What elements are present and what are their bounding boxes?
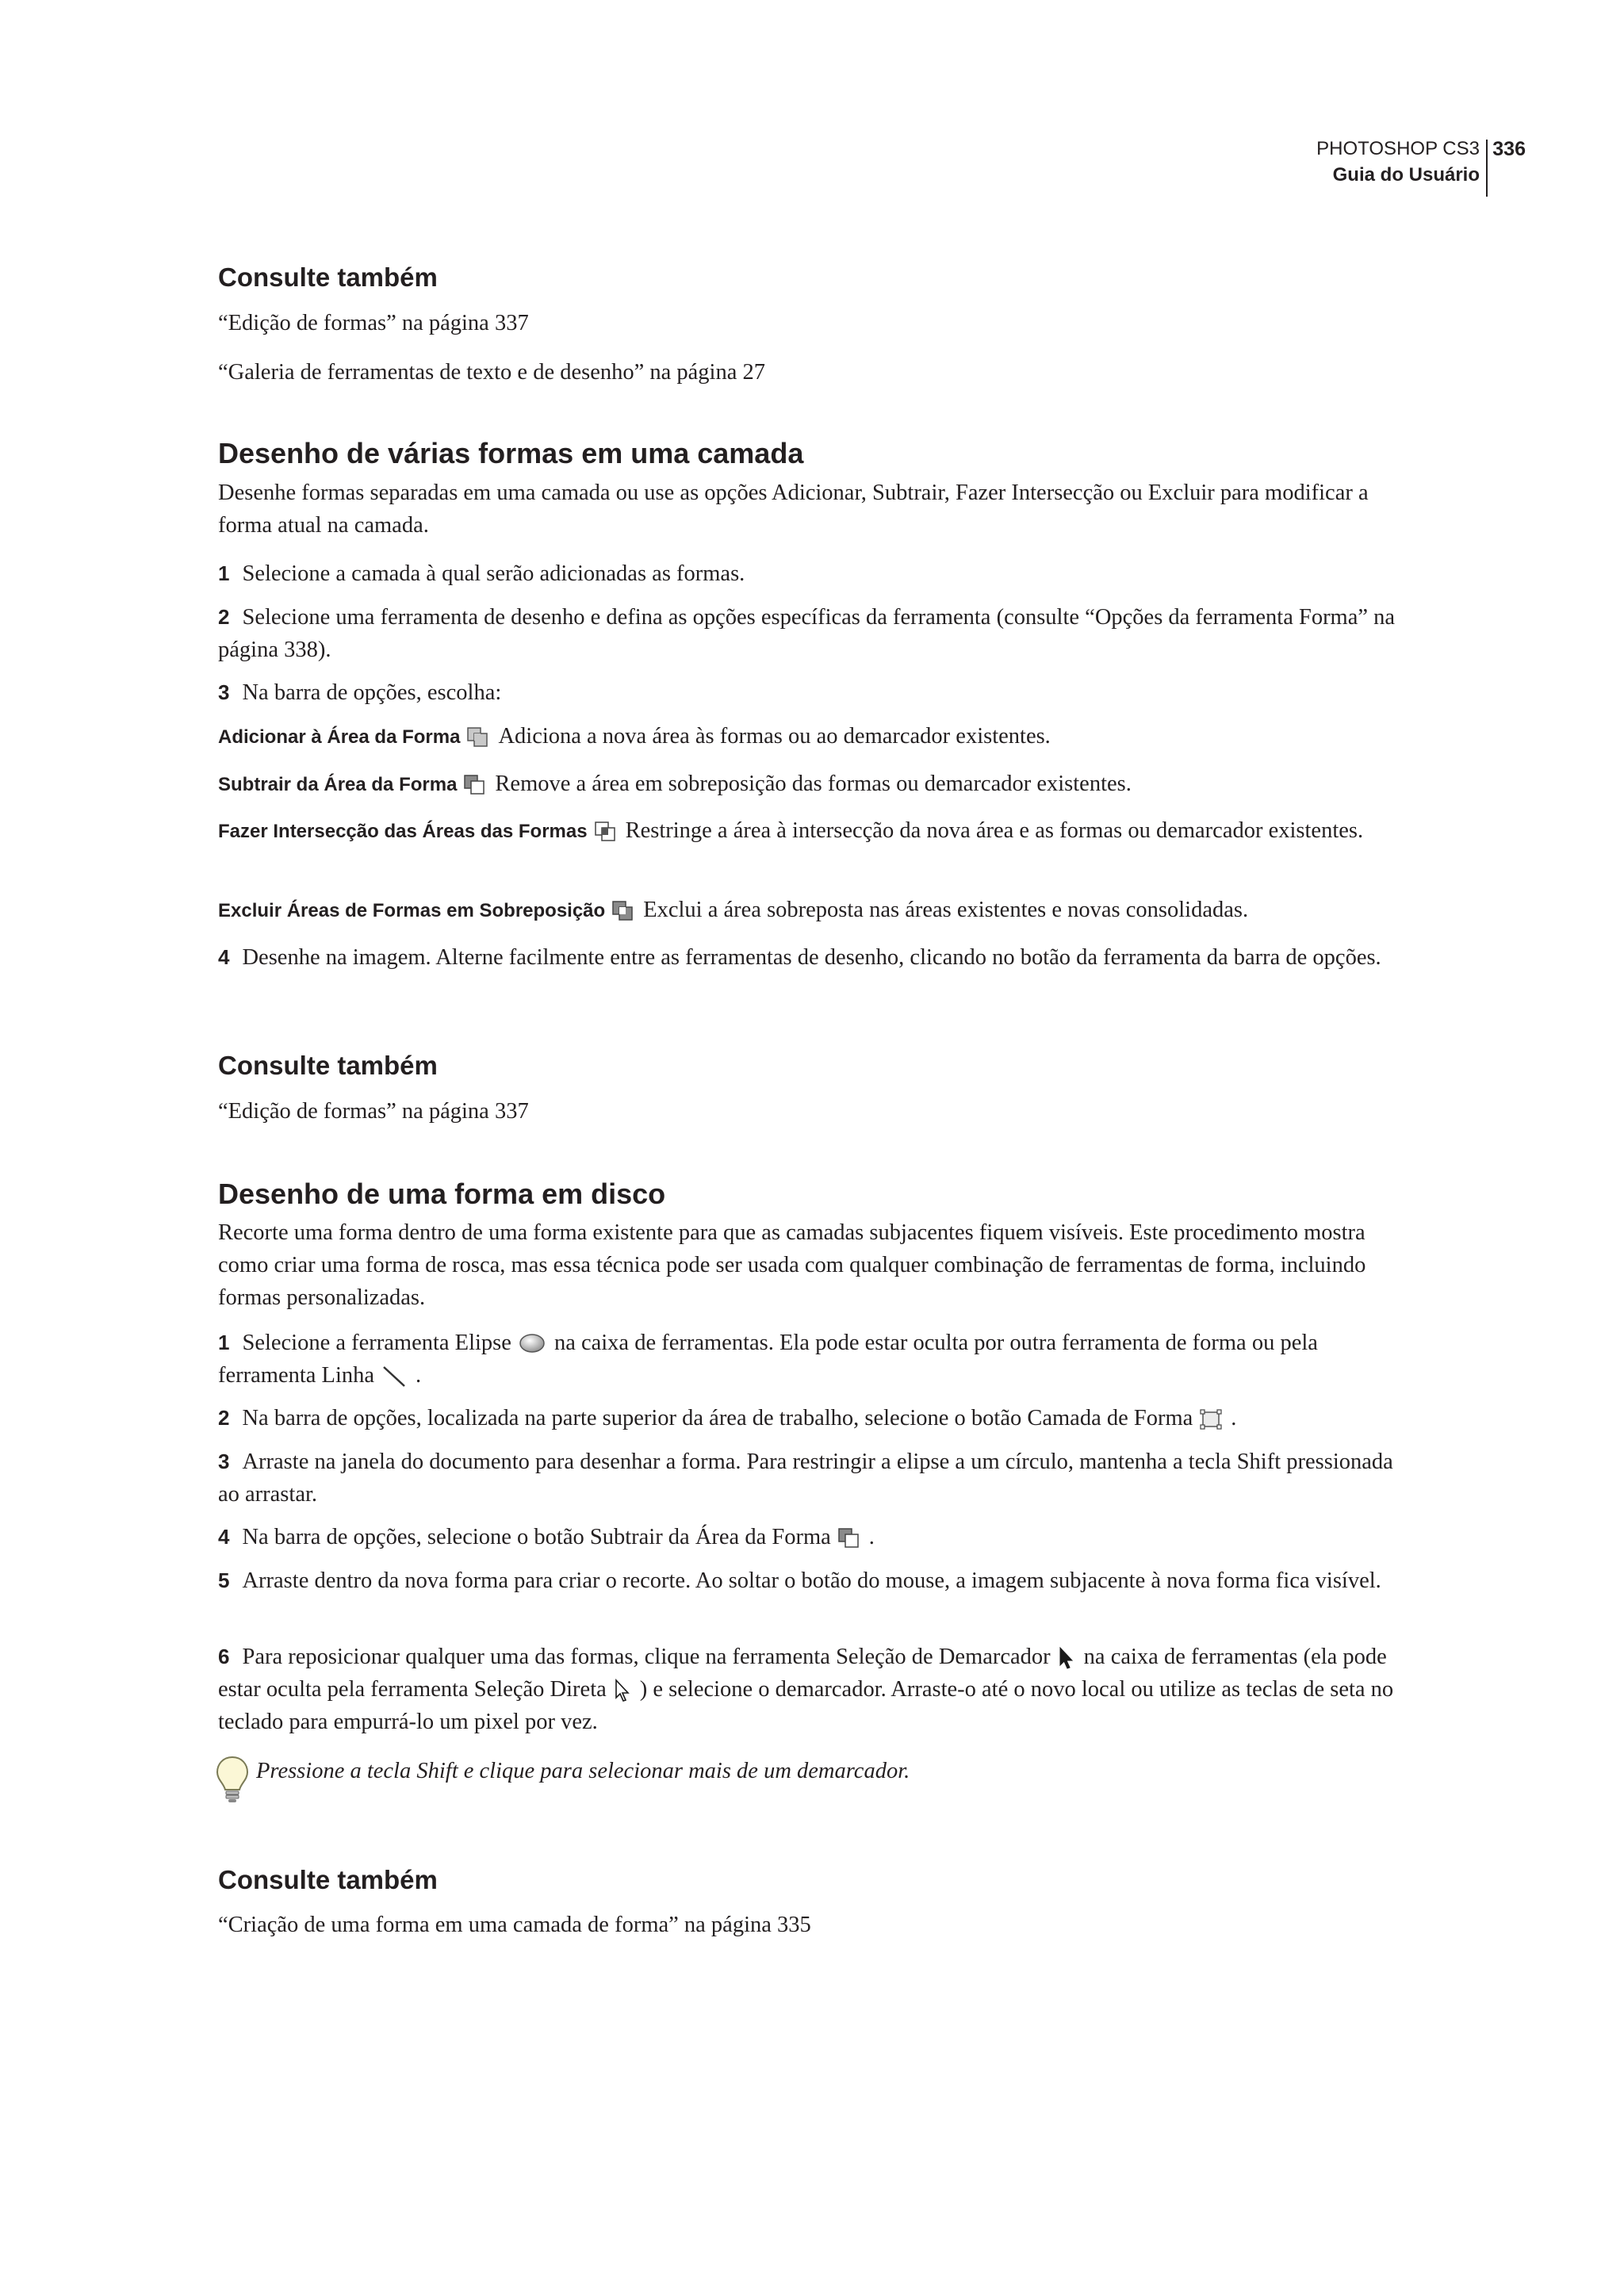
step-number: 2 bbox=[218, 1406, 230, 1430]
step-text: na caixa de ferramentas (ela pode estar oculta pela ferramenta Seleção Direta bbox=[218, 1645, 1387, 1702]
option-desc: Remove a área em sobreposição das formas ou demarcador existentes. bbox=[495, 772, 1132, 796]
step-4-donut bbox=[218, 1521, 1408, 1553]
see-also-heading-2: Consulte também bbox=[218, 1051, 438, 1080]
option-add-shape-area bbox=[218, 720, 1408, 753]
direct-selection-arrow-icon bbox=[613, 1679, 632, 1702]
header-titles bbox=[1067, 136, 1480, 189]
section-intro-donut-shape: Recorte uma forma dentro de uma forma existente para que as camadas subjacentes fiquem visíveis. Este procedimento mostra como criar uma forma de rosca, mas essa técnica pode ser usada com qualquer combinação de ferramentas de forma, incluindo formas personalizadas. bbox=[218, 1220, 1366, 1310]
subtract-shape-area-icon bbox=[463, 774, 487, 796]
option-term: Subtrair da Área da Forma bbox=[218, 774, 458, 795]
step-text: Na barra de opções, selecione o botão Subtrair da Área da Forma bbox=[242, 1525, 831, 1549]
step-number: 5 bbox=[218, 1568, 230, 1592]
header-guide: Guia do Usuário bbox=[1332, 164, 1480, 186]
step-text: Desenhe na imagem. Alterne facilmente entre as ferramentas de desenho, clicando no botão da ferramenta da barra de opções. bbox=[242, 945, 1381, 970]
step-1-donut bbox=[218, 1327, 1408, 1392]
step-2-donut bbox=[218, 1402, 1408, 1434]
tip bbox=[218, 1755, 1408, 1787]
header-product: PHOTOSHOP CS3 bbox=[1316, 138, 1480, 159]
option-desc: Restringe a área à intersecção da nova área e as formas ou demarcador existentes. bbox=[625, 818, 1364, 843]
step-number: 1 bbox=[218, 1331, 230, 1354]
step-number: 2 bbox=[218, 605, 230, 629]
option-term: Excluir Áreas de Formas em Sobreposição bbox=[218, 900, 606, 921]
step-3 bbox=[218, 676, 1408, 709]
option-intersect-shape-areas bbox=[218, 814, 1408, 848]
step-4 bbox=[218, 941, 1408, 974]
step-text: . bbox=[868, 1525, 875, 1549]
lightbulb-tip-icon bbox=[215, 1755, 250, 1813]
step-text: Na barra de opções, localizada na parte superior da área de trabalho, selecione o botão Camada de Forma bbox=[242, 1406, 1193, 1430]
step-number: 4 bbox=[218, 1525, 230, 1549]
option-term: Fazer Intersecção das Áreas das Formas bbox=[218, 821, 588, 842]
option-term: Adicionar à Área da Forma bbox=[218, 726, 461, 748]
page-number: 336 bbox=[1492, 138, 1526, 160]
step-6-donut bbox=[218, 1641, 1408, 1738]
option-desc: Exclui a área sobreposta nas áreas existentes e novas consolidadas. bbox=[643, 898, 1249, 922]
ellipse-tool-icon bbox=[518, 1332, 546, 1356]
see-also-heading-1: Consulte também bbox=[218, 262, 438, 292]
step-text: . bbox=[416, 1363, 422, 1388]
step-text: Selecione a camada à qual serão adicionadas as formas. bbox=[242, 561, 745, 586]
section-title-multiple-shapes: Desenho de várias formas em uma camada bbox=[218, 437, 804, 469]
step-2 bbox=[218, 601, 1408, 666]
option-subtract-shape-area bbox=[218, 768, 1408, 801]
shape-layers-icon bbox=[1199, 1408, 1223, 1430]
see-also-heading-3: Consulte também bbox=[218, 1865, 438, 1894]
step-text: Na barra de opções, escolha: bbox=[242, 680, 502, 705]
step-number: 1 bbox=[218, 561, 230, 585]
step-text: ) e selecione o demarcador. Arraste-o até o novo local ou utilize as teclas de seta no teclado para empurrá-lo um pixel por vez. bbox=[218, 1677, 1394, 1734]
step-1 bbox=[218, 557, 1408, 590]
step-text: Selecione a ferramenta Elipse bbox=[242, 1331, 511, 1355]
intersect-shape-areas-icon bbox=[594, 821, 618, 843]
see-also-link-4[interactable]: “Criação de uma forma em uma camada de forma” na página 335 bbox=[218, 1913, 811, 1937]
see-also-link-2[interactable]: “Galeria de ferramentas de texto e de desenho” na página 27 bbox=[218, 360, 765, 385]
tip-text: Pressione a tecla Shift e clique para selecionar mais de um demarcador. bbox=[256, 1759, 910, 1783]
step-number: 6 bbox=[218, 1645, 230, 1668]
option-exclude-overlapping bbox=[218, 894, 1408, 927]
section-intro-multiple-shapes: Desenhe formas separadas em uma camada ou use as opções Adicionar, Subtrair, Fazer Intersecção ou Excluir para modificar a forma atual na camada. bbox=[218, 481, 1369, 538]
option-desc: Adiciona a nova área às formas ou ao demarcador existentes. bbox=[498, 724, 1051, 749]
step-number: 4 bbox=[218, 945, 230, 969]
add-shape-area-icon bbox=[466, 726, 490, 749]
step-text: . bbox=[1231, 1406, 1237, 1430]
step-number: 3 bbox=[218, 680, 230, 704]
line-tool-icon bbox=[381, 1365, 408, 1388]
header-divider bbox=[1486, 140, 1488, 197]
exclude-overlapping-areas-icon bbox=[611, 900, 635, 922]
step-5-donut bbox=[218, 1564, 1408, 1597]
path-selection-arrow-icon bbox=[1057, 1646, 1076, 1670]
step-text: Arraste dentro da nova forma para criar o recorte. Ao soltar o botão do mouse, a imagem subjacente à nova forma fica visível. bbox=[242, 1568, 1381, 1593]
step-3-donut bbox=[218, 1446, 1408, 1511]
see-also-link-3[interactable]: “Edição de formas” na página 337 bbox=[218, 1099, 529, 1124]
see-also-link-1[interactable]: “Edição de formas” na página 337 bbox=[218, 311, 529, 335]
step-number: 3 bbox=[218, 1450, 230, 1473]
subtract-shape-area-icon bbox=[837, 1527, 861, 1549]
step-text: na caixa de ferramentas. Ela pode estar oculta por outra ferramenta de forma ou pela ferramenta Linha bbox=[218, 1331, 1318, 1388]
step-text: Arraste na janela do documento para desenhar a forma. Para restringir a elipse a um círculo, mantenha a tecla Shift pressionada ao arrastar. bbox=[218, 1450, 1393, 1507]
step-text: Selecione uma ferramenta de desenho e defina as opções específicas da ferramenta (consulte “Opções da ferramenta Forma” na página 338). bbox=[218, 605, 1396, 662]
step-text: Para reposicionar qualquer uma das formas, clique na ferramenta Seleção de Demarcador bbox=[242, 1645, 1051, 1669]
section-title-donut-shape: Desenho de uma forma em disco bbox=[218, 1178, 666, 1210]
